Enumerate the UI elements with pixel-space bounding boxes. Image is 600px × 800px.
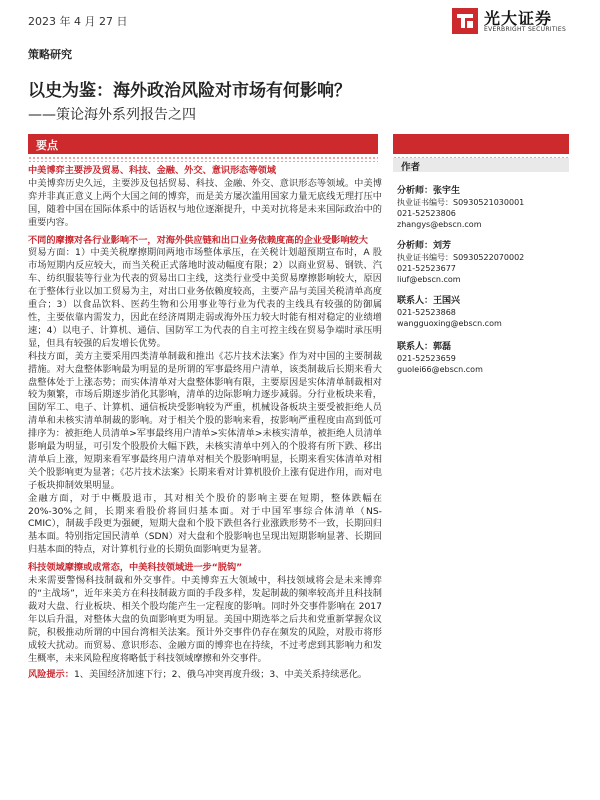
report-category: 策略研究 bbox=[28, 48, 72, 61]
sidebar-header-bar bbox=[393, 134, 569, 154]
analyst-email[interactable]: liuf@ebscn.com bbox=[397, 275, 461, 284]
summary-body bbox=[28, 165, 382, 682]
analyst-card bbox=[397, 241, 569, 285]
section-heading: 中美博弈主要涉及贸易、科技、金融、外交、意识形态等领域 bbox=[28, 165, 277, 176]
contact-phone: 021-52523659 bbox=[397, 354, 456, 363]
summary-dotted-divider bbox=[28, 156, 378, 162]
section-heading: 不同的摩擦对各行业影响不一，对海外供应链和出口业务依赖度高的企业受影响较大 bbox=[28, 234, 368, 246]
section-heading: 科技领域摩擦或成常态，中美科技领域进一步“脱钩” bbox=[28, 562, 243, 574]
contact-name: 联系人：王国兴 bbox=[397, 296, 461, 306]
everbright-logo-icon bbox=[452, 8, 478, 34]
paragraph: 未来需要警惕科技制裁和外交事件。中美博弈五大领域中，科技领域将会是未来博弈的“主战场”，近年来美方在科技制裁方面的手段多样，发起制裁的频率较高并且科技制裁对大盘、行业板块、相关个股均能产生一定程度的影响。同时外交事件影响在 2017 年以后升温，对整体大盘的负面影响更为明显。美国中期选举之后共和党重新掌握众议院，积极推动所谓的中国台湾相关法案。预计外交事件仍存在频发的风险，对股市将形成较大扰动。而贸易、意识形态、金融方面的博弈也在持续，不过考虑到其影响力和发生概率，未来风险程度将略低于科技领域摩擦和外交事件。 bbox=[28, 575, 382, 664]
risk-warning bbox=[28, 669, 382, 682]
contact-phone: 021-52523868 bbox=[397, 308, 456, 317]
report-subtitle: ——策论海外系列报告之四 bbox=[28, 107, 196, 123]
risk-label: 风险提示： bbox=[28, 669, 74, 681]
summary-header-label: 要点 bbox=[36, 139, 58, 152]
report-date: 2023 年 4 月 27 日 bbox=[28, 15, 128, 28]
report-title: 以史为鉴：海外政治风险对市场有何影响？ bbox=[28, 81, 351, 101]
analyst-cert: 执业证书编号：S0930522070002 bbox=[397, 253, 525, 262]
paragraph: 贸易方面：1）中美关税摩擦期间两地市场整体承压，在关税计划超预期宣布时，A 股市场短期内反应较大，而当关税正式落地时波动幅度有限；2）以商业贸易、钢铁、汽车、纺织服装等行业为代表的贸易出口主线，这类行业受中美贸易摩擦影响较大，原因在于整体行业以加工贸易为主，对出口业务依赖度较高，主要产品与美国关税清单高度重合；3）以食品饮料、医药生物和公用事业等行业为代表的主线具有较强的防御属性，主要依靠内需发力，因此在经济周期走弱或海外压力较大时能有相对稳定的业绩增速；4）以电子、计算机、通信、国防军工为代表的自主可控主线在贸易争端时承压明显，但具有较强的后发增长优势。 bbox=[28, 247, 382, 349]
brand-name-cn: 光大证券 bbox=[484, 9, 553, 28]
brand-logo bbox=[452, 6, 592, 36]
contact-email[interactable]: guolei66@ebscn.com bbox=[397, 365, 483, 374]
analyst-card bbox=[397, 186, 569, 230]
paragraph: 金融方面，对于中概股退市，其对相关个股价的影响主要在短期，整体跌幅在 20%-30%之间，长期来看股价将回归基本面。对于中国军事综合体清单（NS-CMIC），制裁手段更为强硬，短期大盘和个股下跌但各行业涨跌形势不一致，长期回归基本面。特别指定国民清单（SDN）对大盘和个股影响也呈现出短期影响显著、长期回归基本面的特点，对计算机行业的长期负面影响更为显著。 bbox=[28, 492, 382, 556]
analyst-email[interactable]: zhangys@ebscn.com bbox=[397, 220, 482, 229]
paragraph: 科技方面，美方主要采用四类清单制裁和推出《芯片技术法案》作为对中国的主要制裁措施。对大盘整体影响最为明显的是所谓的军事最终用户清单，该类制裁后长期来看大盘整体处于上涨态势；而实体清单对大盘整体影响有限，主要原因是实体清单制裁相对较为频繁，市场后期逐步消化其影响，清单的边际影响力逐步减弱。分行业板块来看，国防军工、电子、计算机、通信板块受影响较为严重，机械设备板块主要受被拒绝人员清单和未核实清单制裁的影响。对于相关个股的影响来看，按影响严重程度由高到低可排序为：被拒绝人员清单>军事最终用户清单>实体清单>未核实清单，被拒绝人员清单影响最为明显，可引发个股股价大幅下跌，未核实清单中列入的个股将有所下跌、移出清单后上涨，短期来看军事最终用户清单对相关个股影响明显，长期来看实体清单对相关个股影响更为显著；《芯片技术法案》长期来看对计算机股价上涨有促进作用，而对电子板块抑制效果明显。 bbox=[28, 350, 382, 491]
analyst-name: 分析师：刘芳 bbox=[397, 241, 452, 251]
author-header bbox=[393, 158, 569, 172]
author-header-label: 作者 bbox=[401, 162, 421, 173]
contact-email[interactable]: wangguoxing@ebscn.com bbox=[397, 319, 502, 328]
brand-name-en: EVERBRIGHT SECURITIES bbox=[484, 26, 567, 33]
analyst-name: 分析师：张宇生 bbox=[397, 186, 461, 196]
paragraph: 中美博弈历史久远，主要涉及包括贸易、科技、金融、外交、意识形态等领域。中美博弈并非真正意义上两个大国之间的博弈，而是美方屡次滥用国家力量无底线无理打压中国，随着中国在国际体系中的话语权与地位逐渐提升，中美对抗将是未来国际政治中的重要内容。 bbox=[28, 177, 382, 228]
analyst-phone: 021-52523677 bbox=[397, 264, 456, 273]
contact-card bbox=[397, 342, 569, 375]
contact-card bbox=[397, 296, 569, 329]
summary-header-bar bbox=[28, 134, 378, 154]
risk-text: 1、美国经济加速下行；2、俄乌冲突再度升级；3、中美关系持续恶化。 bbox=[73, 669, 368, 681]
contact-name: 联系人：郭磊 bbox=[397, 342, 452, 352]
analyst-phone: 021-52523806 bbox=[397, 209, 456, 218]
analyst-cert: 执业证书编号：S0930521030001 bbox=[397, 198, 525, 207]
